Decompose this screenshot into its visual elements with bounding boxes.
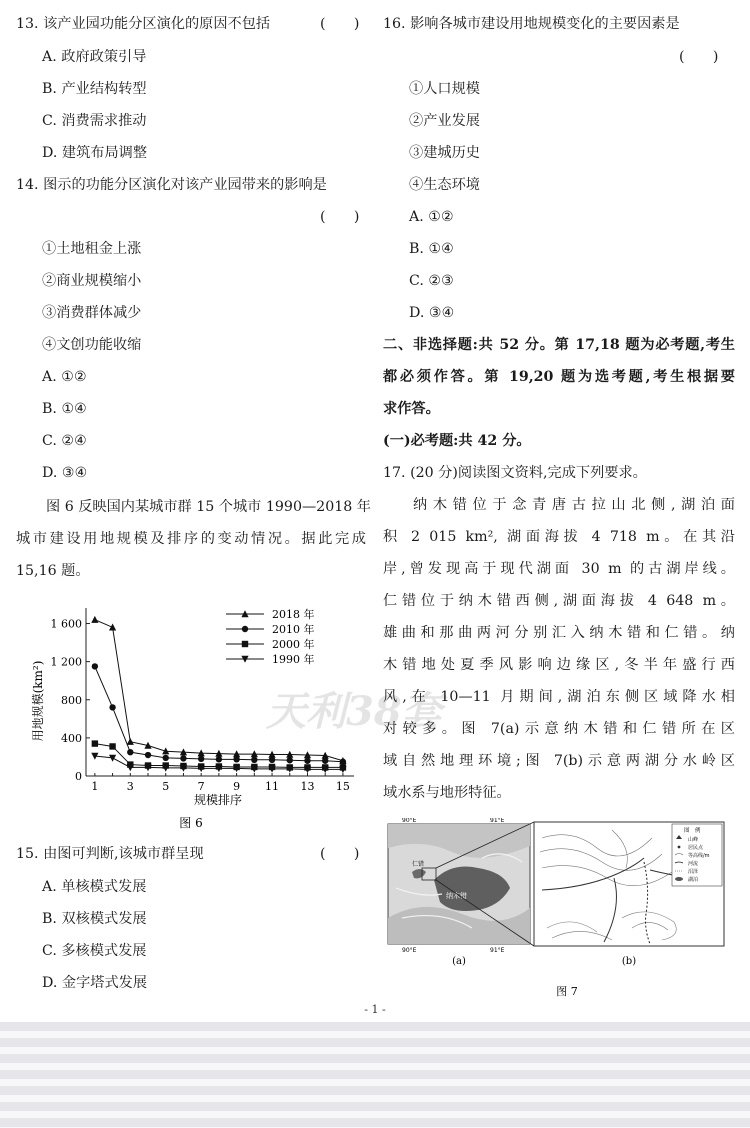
y-tick-label: 0	[75, 770, 82, 783]
x-axis-label: 规模排序	[193, 793, 243, 807]
q17-stem: 17. (20 分)阅读图文资料,完成下列要求。	[383, 465, 647, 481]
y-tick-label: 400	[61, 731, 82, 745]
x-tick-label: 11	[265, 780, 280, 793]
legend-label: 2018 年	[272, 608, 315, 621]
y-axis-label: 用地规模(km²)	[31, 660, 45, 742]
data-point	[180, 755, 186, 761]
q13-option-a: A. 政府政策引导	[42, 49, 147, 65]
legend-marker	[242, 641, 248, 647]
data-point	[92, 663, 98, 669]
map-b	[534, 822, 724, 946]
data-point	[322, 758, 328, 764]
data-point	[109, 743, 115, 749]
y-tick-label: 1 200	[50, 655, 82, 669]
data-point	[304, 758, 310, 764]
q17-para-line-10: 域水系与地形特征。	[383, 785, 511, 801]
data-point	[109, 624, 116, 631]
q16-item-2: ②产业发展	[409, 113, 480, 129]
q13-option-d: D. 建筑布局调整	[42, 145, 148, 161]
q15-option-b: B. 双核模式发展	[42, 911, 147, 927]
q15-stem: 15. 由图可判断,该城市群呈现	[16, 846, 204, 862]
series-1	[92, 663, 346, 765]
legend-marker	[242, 626, 248, 632]
q17-para-line-9: 域自然地理环境;图 7(b)示意两湖分水岭区	[383, 753, 735, 769]
legend-label: 2010 年	[272, 623, 315, 636]
data-point	[163, 755, 169, 761]
legend-item-contour: 等高线/m	[688, 853, 710, 859]
q14-option-b: B. ①④	[42, 401, 87, 417]
fig6-line-chart	[16, 596, 361, 836]
namco-label: 纳木错	[446, 892, 467, 900]
x-tick-label: 3	[126, 780, 134, 793]
fig6-intro-line-3: 15,16 题。	[16, 563, 90, 579]
map-a-lon-label-1: 90°E	[402, 818, 417, 824]
q15-option-d: D. 金字塔式发展	[42, 975, 148, 991]
y-tick-label: 1 600	[50, 617, 82, 631]
q16-option-c: C. ②③	[409, 273, 454, 289]
legend-title: 图 例	[684, 828, 701, 834]
x-tick-label: 9	[233, 780, 241, 793]
map-a-lon-label-4: 91°E	[490, 947, 505, 954]
q14-option-a: A. ①②	[42, 369, 87, 385]
q17-para-line-1: 纳木错位于念青唐古拉山北侧,湖泊面	[413, 497, 735, 513]
chart-legend	[226, 607, 315, 666]
q17-para-line-4: 仁错位于纳木错西侧,湖面海拔 4 648 m。	[383, 593, 735, 609]
x-tick-label: 13	[300, 780, 315, 793]
q14-option-d: D. ③④	[42, 465, 88, 481]
data-point	[287, 757, 293, 763]
q14-option-c: C. ②④	[42, 433, 87, 449]
legend-item-peak: 山峰	[688, 837, 699, 843]
fig7-sublabel-a: (a)	[452, 956, 466, 967]
x-tick-label: 1	[91, 780, 99, 793]
legend-label: 2000 年	[272, 638, 315, 651]
data-point	[109, 755, 116, 762]
data-point	[251, 757, 257, 763]
renco-label: 仁错	[412, 861, 425, 868]
page-number: - 1 -	[364, 1003, 386, 1016]
q14-item-3: ③消费群体减少	[42, 305, 142, 321]
q17-para-line-5: 雄曲和那曲两河分别汇入纳木错和仁错。纳	[383, 625, 735, 641]
q16-option-d: D. ③④	[409, 305, 455, 321]
q17-para-line-6: 木错地处夏季风影响边缘区,冬半年盛行西	[383, 657, 735, 673]
q17-para-line-2: 积 2 015 km², 湖面海拔 4 718 m。在其沿	[383, 529, 735, 545]
q16-option-a: A. ①②	[409, 209, 454, 225]
data-point	[92, 740, 98, 746]
data-point	[340, 759, 346, 765]
fig6-intro-line-1: 图 6 反映国内某城市群 15 个城市 1990—2018 年	[46, 499, 371, 515]
legend-item-lake: 湖泊	[688, 877, 699, 883]
data-point	[145, 752, 151, 758]
legend-item-river: 河流	[688, 861, 699, 867]
x-tick-label: 15	[335, 780, 350, 793]
section2-subheading: (一)必考题:共 42 分。	[383, 433, 531, 449]
series-line	[95, 666, 343, 761]
q16-stem: 16. 影响各城市建设用地规模变化的主要因素是	[383, 16, 680, 32]
q15-option-c: C. 多核模式发展	[42, 943, 147, 959]
q15-answer-bracket: ( )	[320, 846, 360, 862]
legend-label: 1990 年	[272, 653, 315, 666]
q17-para-line-8: 对较多。图 7(a)示意纳木错和仁错所在区	[383, 721, 735, 737]
q16-item-4: ④生态环境	[409, 177, 480, 193]
legend-item-swamp: 沼泽	[688, 869, 699, 875]
q13-answer-bracket: ( )	[320, 16, 360, 32]
q14-stem: 14. 图示的功能分区演化对该产业园带来的影响是	[16, 177, 327, 193]
section2-line-3: 求作答。	[383, 401, 440, 417]
q14-item-2: ②商业规模缩小	[42, 273, 142, 289]
q13-option-c: C. 消费需求推动	[42, 113, 147, 129]
fig7-maps	[382, 818, 732, 1003]
data-point	[216, 756, 222, 762]
map-a	[388, 818, 530, 954]
q16-item-1: ①人口规模	[409, 81, 480, 97]
x-tick-label: 7	[197, 780, 205, 793]
q17-para-line-3: 岸,曾发现高于现代湖面 30 m 的古湖岸线。	[383, 561, 735, 577]
q17-para-line-7: 风,在 10—11 月期间,湖泊东侧区域降水相	[383, 689, 735, 705]
q14-item-4: ④文创功能收缩	[42, 337, 142, 353]
q14-item-1: ①土地租金上涨	[42, 241, 142, 257]
q16-option-b: B. ①④	[409, 241, 454, 257]
data-point	[91, 616, 98, 623]
data-point	[109, 704, 115, 710]
y-tick-label: 800	[61, 693, 82, 707]
legend-item-settlement: 居民点	[688, 845, 704, 851]
footer-stripe-band	[0, 1022, 750, 1128]
watermark-text: 天利38套	[266, 688, 442, 735]
section2-line-2: 都必须作答。第 19,20 题为选考题,考生根据要	[383, 369, 735, 385]
data-point	[127, 738, 134, 745]
q13-stem: 13. 该产业园功能分区演化的原因不包括	[16, 16, 271, 32]
x-tick-label: 5	[162, 780, 170, 793]
settlement-icon	[678, 846, 681, 849]
q14-answer-bracket: ( )	[320, 209, 360, 225]
section2-line-1: 二、非选择题:共 52 分。第 17,18 题为必考题,考生	[383, 337, 735, 353]
fig6-intro-line-2: 城市建设用地规模及排序的变动情况。据此完成	[16, 531, 366, 547]
q15-option-a: A. 单核模式发展	[42, 879, 147, 895]
fig6-caption: 图 6	[179, 816, 203, 830]
q13-option-b: B. 产业结构转型	[42, 81, 147, 97]
data-point	[233, 756, 239, 762]
fig7-sublabel-b: (b)	[621, 956, 637, 967]
data-point	[198, 756, 204, 762]
q16-answer-bracket: ( )	[679, 49, 719, 65]
map-a-lon-label-2: 91°E	[490, 818, 505, 824]
q16-item-3: ③建城历史	[409, 145, 480, 161]
data-point	[127, 749, 133, 755]
map-a-lon-label-3: 90°E	[402, 947, 417, 954]
data-point	[269, 757, 275, 763]
fig7-caption: 图 7	[556, 985, 578, 998]
lake-icon	[675, 877, 683, 881]
